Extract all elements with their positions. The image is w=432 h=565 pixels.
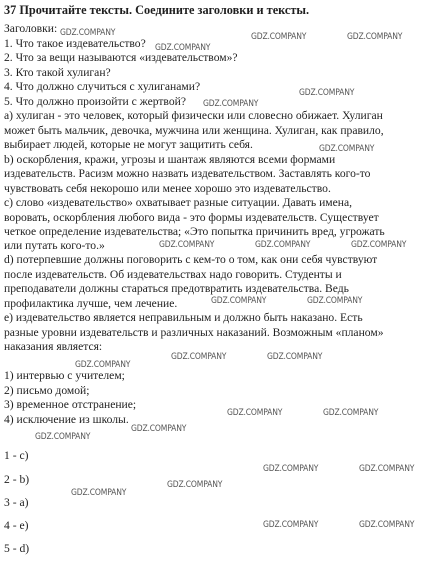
text-line: разные уровни издевательств и различных наказаний. Возможным «планом» (4, 326, 384, 339)
heading-item: 1. Что такое издевательство? (4, 37, 146, 50)
watermark: GDZ.COMPANY (75, 360, 131, 370)
heading-item: 2. Что за вещи называются «издевательством»? (4, 51, 238, 64)
watermark: GDZ.COMPANY (155, 43, 211, 53)
heading-item: 4. Что должно случиться с хулиганами? (4, 80, 201, 93)
watermark: GDZ.COMPANY (307, 296, 363, 306)
watermark: GDZ.COMPANY (251, 32, 307, 42)
text-line: воровать, оскорбления любого вида - это формы издевательств. Существует (4, 211, 379, 224)
text-line: четкое определение издевательства; «Это попытка причинить вред, угрожать (4, 225, 385, 238)
text-line: d) потерпевшие должны поговорить с кем-то о том, как они себя чувствуют (4, 253, 378, 266)
watermark: GDZ.COMPANY (71, 488, 127, 498)
watermark: GDZ.COMPANY (323, 408, 379, 418)
watermark: GDZ.COMPANY (359, 464, 415, 474)
watermark: GDZ.COMPANY (171, 352, 227, 362)
watermark: GDZ.COMPANY (159, 240, 215, 250)
text-line: c) слово «издевательство» охватывает разные ситуации. Давать имена, (4, 196, 353, 209)
watermark: GDZ.COMPANY (351, 240, 407, 250)
watermark: GDZ.COMPANY (359, 520, 415, 530)
text-line: преподаватели должны стараться предотвратить издевательства. Ведь (4, 282, 349, 295)
text-line: может быть мальчик, девочка, мужчина или женщина. Хулиган, как правило, (4, 124, 384, 137)
text-line: е) издевательство является неправильным и должно быть наказано. Есть (4, 311, 363, 324)
watermark: GDZ.COMPANY (347, 32, 403, 42)
watermark: GDZ.COMPANY (263, 520, 319, 530)
text-line: чувствовать себя некорошо или менее хорошо это издевательство. (4, 182, 331, 195)
heading-item: 5. Что должно произойти с жертвой? (4, 95, 186, 108)
watermark: GDZ.COMPANY (203, 99, 259, 109)
watermark: GDZ.COMPANY (131, 424, 187, 434)
watermark: GDZ.COMPANY (35, 432, 91, 442)
watermark: GDZ.COMPANY (299, 88, 355, 98)
text-line: а) хулиган - это человек, который физически или словесно обижает. Хулиган (4, 109, 383, 122)
text-line: b) оскорбления, кражи, угрозы и шантаж являются всеми формами (4, 153, 336, 166)
watermark: GDZ.COMPANY (319, 144, 375, 154)
watermark: GDZ.COMPANY (60, 28, 116, 38)
watermark: GDZ.COMPANY (227, 408, 283, 418)
punishment-item: 4) исключение из школы. (4, 413, 129, 426)
watermark: GDZ.COMPANY (255, 240, 311, 250)
text-line: профилактика лучше, чем лечение. (4, 297, 178, 310)
watermark: GDZ.COMPANY (263, 464, 319, 474)
answer-item: 1 - c) (4, 449, 29, 462)
text-line: после издевательств. Об издевательствах надо говорить. Студенты и (4, 268, 342, 281)
text-line: выбирает людей, которые не могут защитить себя. (4, 138, 253, 151)
watermark: GDZ.COMPANY (267, 352, 323, 362)
text-line: издевательств. Расизм можно назвать издевательством. Заставлять кого-то (4, 167, 371, 180)
answer-item: 2 - b) (4, 473, 30, 486)
punishment-item: 2) письмо домой; (4, 384, 90, 397)
answer-item: 3 - a) (4, 496, 29, 509)
answer-item: 4 - e) (4, 519, 29, 532)
text-line: наказания является: (4, 340, 103, 353)
headings-label: Заголовки: (4, 22, 58, 35)
punishment-item: 3) временное отстранение; (4, 398, 137, 411)
text-line: или путать кого-то.» (4, 239, 105, 252)
watermark: GDZ.COMPANY (211, 296, 267, 306)
exercise-title: 37 Прочитайте тексты. Соедините заголовки и тексты. (4, 3, 310, 17)
heading-item: 3. Кто такой хулиган? (4, 66, 111, 79)
watermark: GDZ.COMPANY (167, 480, 223, 490)
punishment-item: 1) интервью с учителем; (4, 369, 125, 382)
answer-item: 5 - d) (4, 542, 30, 555)
